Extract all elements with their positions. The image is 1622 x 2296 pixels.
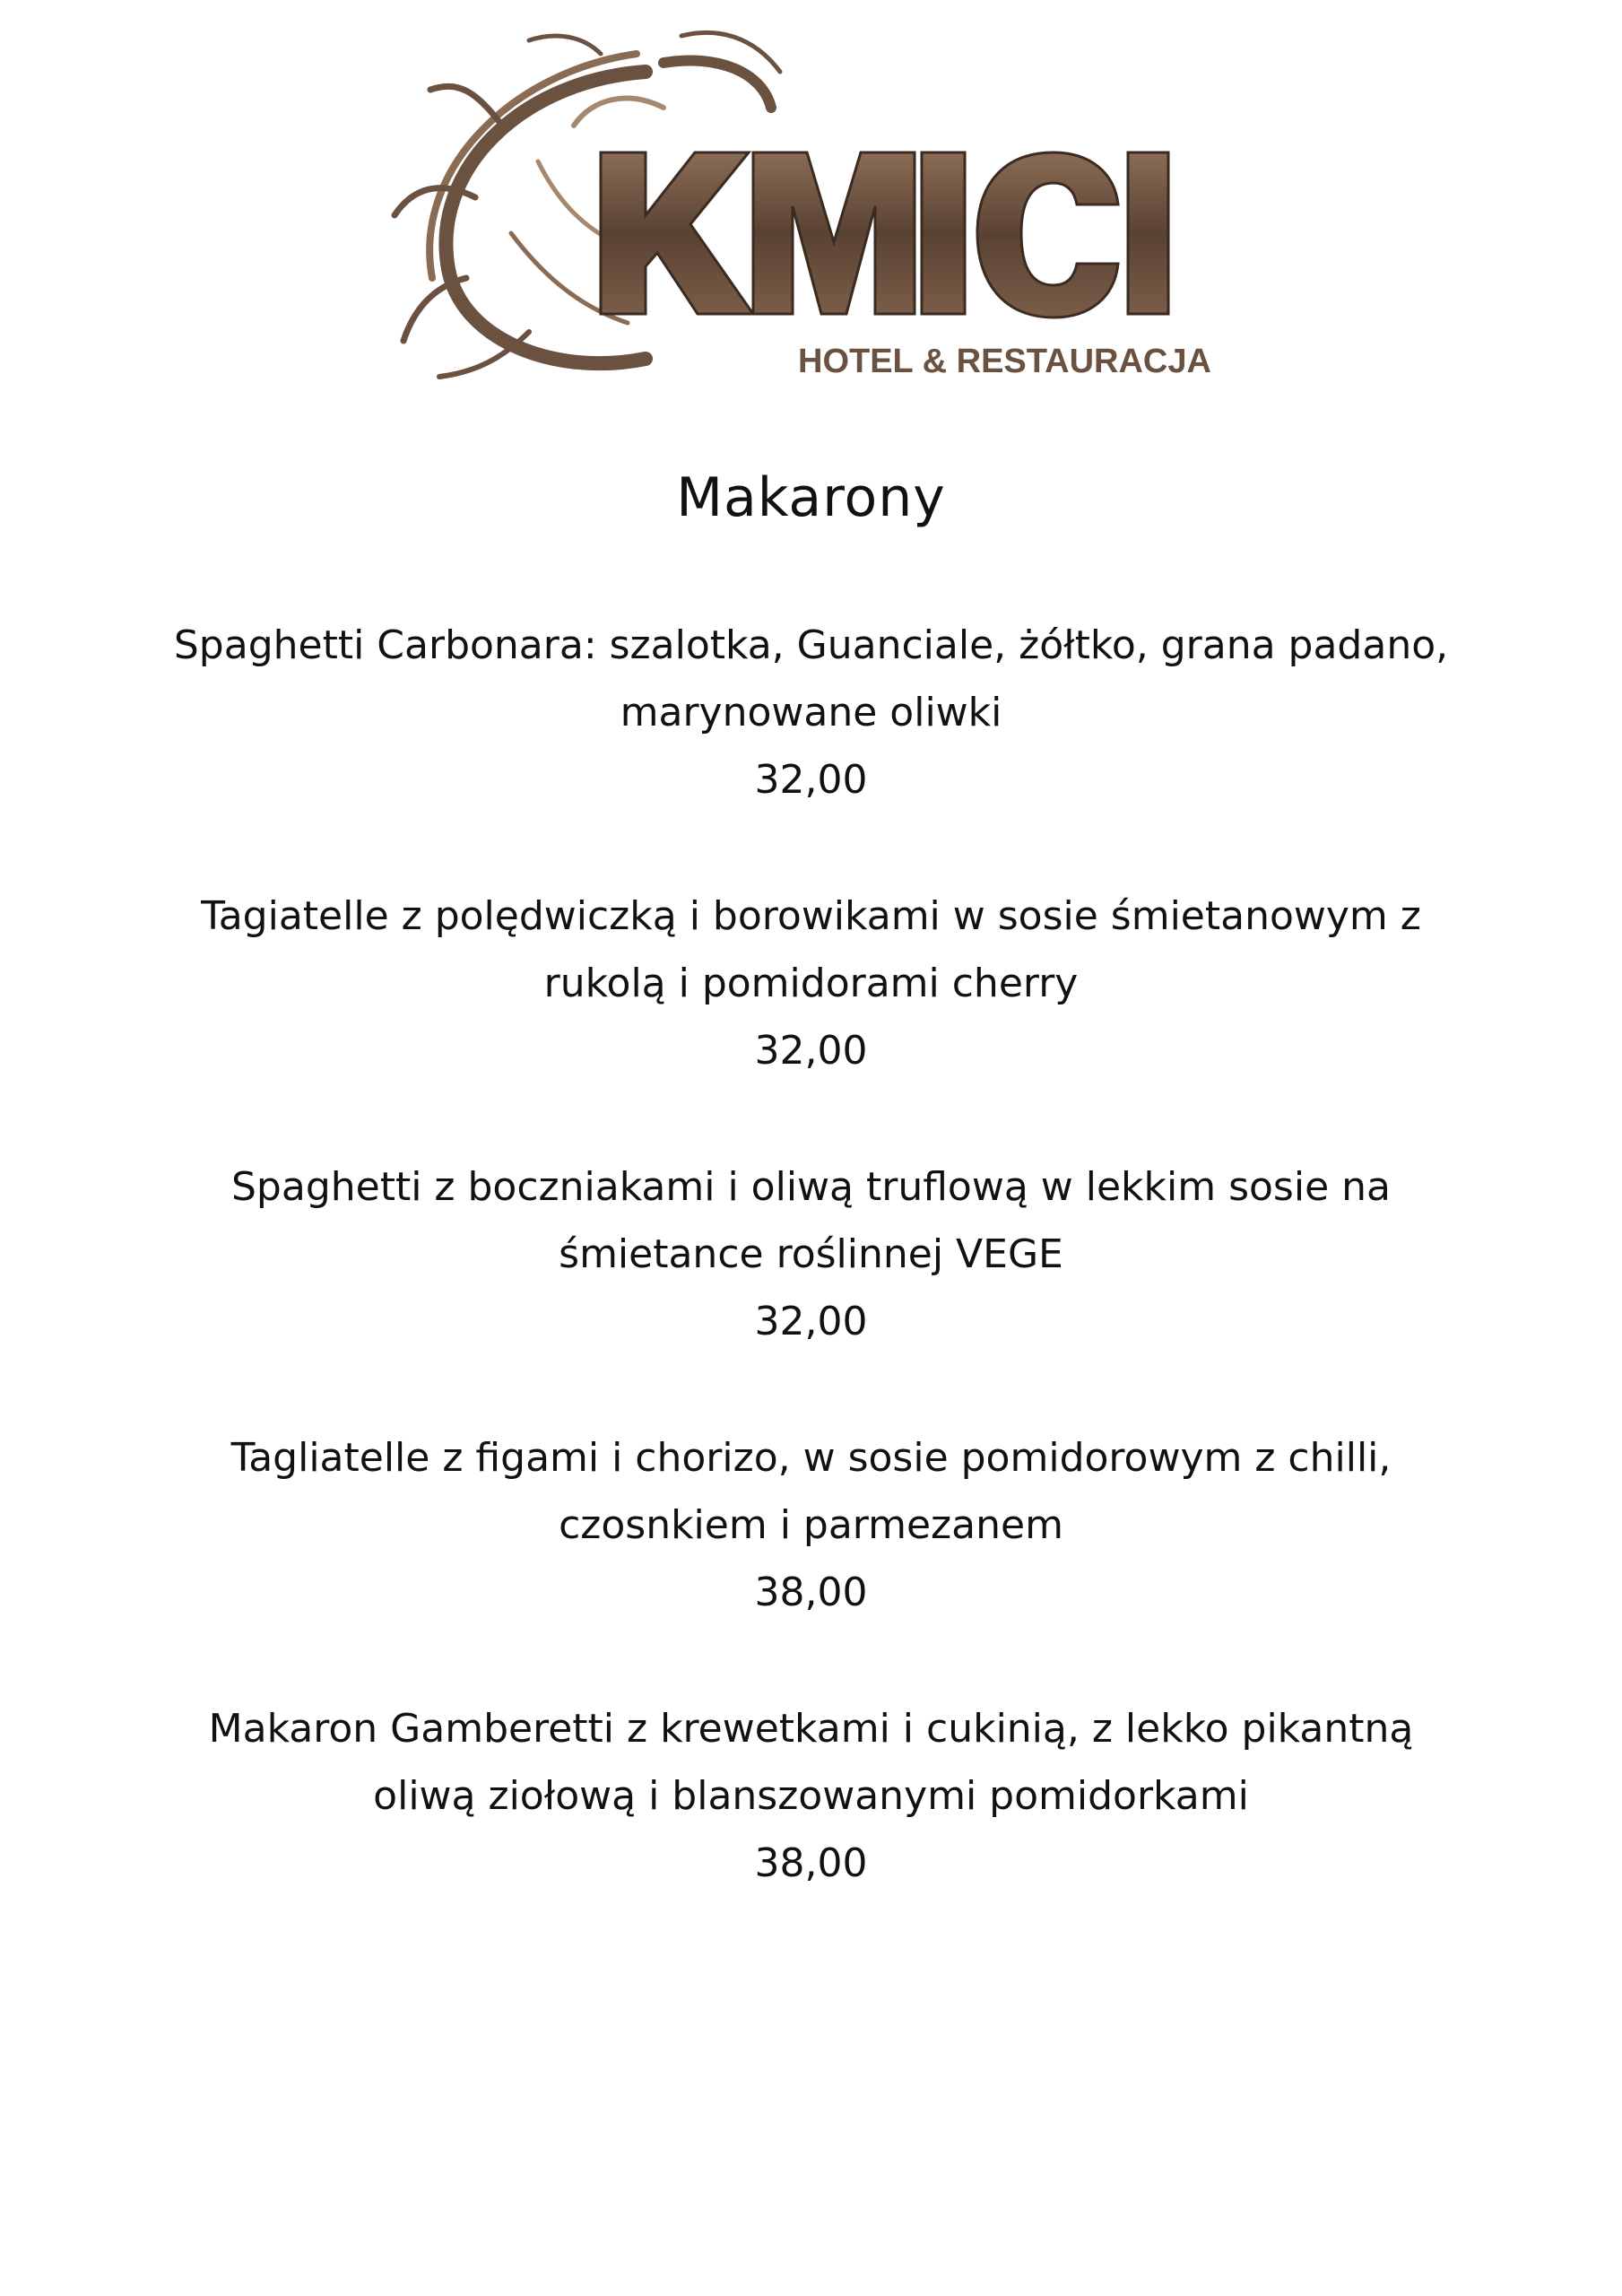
item-price: 32,00 xyxy=(754,757,868,803)
logo xyxy=(377,18,1219,395)
item-price: 38,00 xyxy=(754,1840,868,1886)
item-description-line: Tagiatelle z polędwiczką i borowikami w sosie śmietanowym z xyxy=(201,893,1421,939)
menu-item xyxy=(0,612,1622,813)
item-description-line: rukolą i pomidorami cherry xyxy=(543,961,1079,1006)
item-description-line: Spaghetti Carbonara: szalotka, Guanciale, żółtko, grana padano, xyxy=(173,622,1449,668)
menu-item xyxy=(0,1153,1622,1355)
menu-item xyxy=(0,1695,1622,1897)
item-price: 38,00 xyxy=(754,1570,868,1615)
wreath-icon xyxy=(395,32,780,377)
item-description-line: Makaron Gamberetti z krewetkami i cukinią, z lekko pikantną xyxy=(208,1706,1414,1752)
item-price: 32,00 xyxy=(754,1028,868,1074)
item-description-line: oliwą ziołową i blanszowanymi pomidorkami xyxy=(373,1773,1249,1819)
logo-graphic xyxy=(377,18,1219,395)
page-title: Makarony xyxy=(676,466,946,529)
item-description-line: Spaghetti z boczniakami i oliwą truflową w lekkim sosie na xyxy=(231,1164,1391,1210)
item-description-line: Tagliatelle z figami i chorizo, w sosie pomidorowym z chilli, xyxy=(230,1435,1392,1481)
item-price: 32,00 xyxy=(754,1299,868,1344)
svg-text:HOTEL & RESTAURACJA: HOTEL & RESTAURACJA xyxy=(798,343,1211,380)
item-description-line: śmietance roślinnej VEGE xyxy=(559,1231,1063,1277)
menu-item xyxy=(0,883,1622,1084)
menu-item xyxy=(0,1424,1622,1626)
menu-items xyxy=(0,612,1622,1966)
brand-lettering xyxy=(601,152,1168,317)
item-description-line: czosnkiem i parmezanem xyxy=(559,1502,1063,1548)
item-description-line: marynowane oliwki xyxy=(620,690,1002,735)
